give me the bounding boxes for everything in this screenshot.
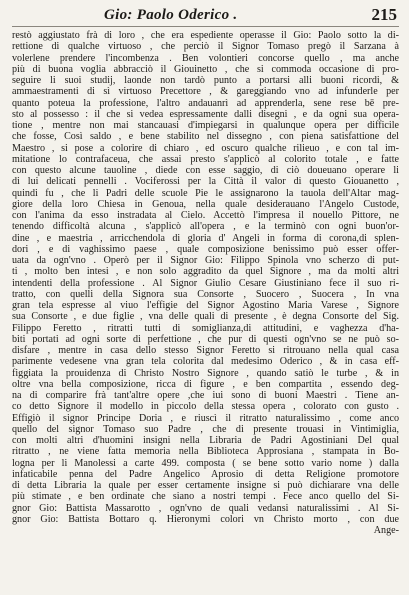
body-text: [12, 30, 399, 536]
text-line: mitatione lo contrafaceua, che assai presto s'applicò al colorito totale , e fatte: [12, 153, 399, 165]
text-line: quanto poteua la professione, l'altro andauanrì ad apprenderla, sene rese bē pre-: [12, 97, 399, 109]
text-line: ti , molto ben intesi , e non solo aggradito da quel Signore , ma da molti altri: [12, 266, 399, 278]
text-line: sto al possesso : il che si vedea espressamente dalli disegni , e da ogni sua opera-: [12, 108, 399, 120]
text-line: rettione di qualche virtuoso , che perciò il Signor Tomaso pregò il Sarzana à: [12, 41, 399, 53]
text-line: co detto Signore il modello in piccolo della stessa opera , colorato con gusto .: [12, 401, 399, 413]
page-number: 215: [371, 5, 397, 24]
text-line: disfare , mentre in casa dello stesso Signor Feretto si ritrouano nella qual casa: [12, 345, 399, 356]
text-line: con molti altri d'huomini insigni nella Libraria de Padri Agostiniani Del qual: [12, 435, 399, 446]
text-line: parimente vedesene vna gran tela colorita dal medesimo Oderico , & in casa eff-: [12, 356, 399, 368]
text-line: con questo alcune tauoline , diede con esse saggio, di ciò doueuano operare li: [12, 165, 399, 176]
text-line: ammaestramenti di sì virtuoso Precettore , & gareggiando vno ad infunderle per: [12, 86, 399, 98]
text-line: seguire li suoi studij, laonde non tardò punto a portarsi alli buoni ricordi, &: [12, 75, 399, 86]
text-line: intendenti della professione . Al Signor Giulio Cesare Giustiniano fece il suo ri-: [12, 277, 399, 289]
text-line: Effigiò il signor Principe Doria , e riuscì il ritratto naturalissimo , come anco: [12, 412, 399, 424]
text-line: na di comparire frà tant'altre opere ,che iui sono di buoni Maestri . Tiene an-: [12, 390, 399, 401]
text-line: volerlene prendere l'incombenza . Ben volontieri concorse quello , ma anche: [12, 52, 399, 64]
text-line: tenendo difficoltà alcuna , s'applicò all'opera , e la terminò con ogni buon'or-: [12, 221, 399, 233]
text-line: sua Consorte , e due figlie , vna delle quali di presente , è degna Consorte del Sig.: [12, 311, 399, 323]
text-line: più di buona voglia abbracciò il Giouinetto , che si commoda occasione di pro-: [12, 63, 399, 75]
text-line: gnor Gio: Battista Bottaro q. Hieronymi colori vn Christo morto , con due: [12, 513, 399, 525]
text-line: che fosse, Così saldo , e bene stabilito nel dissegno , con piena satisfattione del: [12, 131, 399, 143]
text-line: gnor Gio: Battista Massarotto , ogn'vno de quali vedansi naturalissimi . Al Si-: [12, 502, 399, 514]
text-line: più stimate , e ben ordinate che siano a nostri tempi . Fece anco quello del Si-: [12, 491, 399, 503]
text-line: dine , e maestria , arricchendola di gloria d' Angeli in forma di corona,di splen-: [12, 232, 399, 244]
text-line: figgiata la prouidenza di Christo Nostro Signore , quando satiò le turbe , & in: [12, 367, 399, 379]
text-line: restò aggiustato frà di loro , che era espediente operasse il Gio: Paolo sotto la di-: [12, 30, 399, 41]
text-line: logna per li Manolessi a carte 499. composta ( se bene sotto vario nome ) dalla: [12, 457, 399, 469]
page-header: [12, 6, 399, 27]
text-line: tratto, con quelli della Signora sua Consorte , Suocero , Suocera , In vna: [12, 288, 399, 300]
text-line: biti portati ad ogni sorte di perfettione , che pur di questi ogn'vno se ne può so-: [12, 333, 399, 345]
text-line: di lui delicati pennelli . Vociferossi per la Città il valor di questo Giouanetto ,: [12, 176, 399, 188]
text-line: ritratto , ne viene fatta memoria nella Biblioteca Approsiana , stampata in Bo-: [12, 446, 399, 458]
text-line: infaticabile penna del Padre Angelico Aprosio di detta Religione promotore: [12, 468, 399, 480]
text-line: di detta Libraria la quale per esser certamente insigne si può dichiarare vna delle: [12, 480, 399, 491]
text-line: oltre vna bella composizione, ricca di figure , e ben compartita , essendo deg-: [12, 378, 399, 390]
text-line: tione , mentre non mai stancauasi d'impiegarsi in qualunque opera per difficile: [12, 120, 399, 131]
text-line: Maestro , si pose a colorire di chiaro , ed oscuro qualche rilieuo , e con tal im-: [12, 142, 399, 154]
catchword: Ange-: [373, 525, 399, 536]
text-line: con l'anima da esso instradata al Cielo. Accettò l'impresa il nouello Pittore, ne: [12, 210, 399, 221]
text-line: dori , e di vaghissimo paese , quale composizione benissimo può esser offer-: [12, 243, 399, 255]
text-line: giore della loro Chiesa in Genoua, nella quale desiderauano l'Angelo Custode,: [12, 198, 399, 210]
text-line: uata da ogn'vno . Operò per il Signor Gio: Filippo Spinola vno scherzo di put-: [12, 255, 399, 266]
text-line: quello del signor Tomaso suo Padre , che di presente trouasi in Vintimiglia,: [12, 423, 399, 435]
text-line: quindi fu , che li Padri delle scuole Pie le assignarono la tauola dell'Altar mag-: [12, 187, 399, 199]
text-line: Filippo Feretto , ritratti tutti di somiglianza,di attitudini, e vaghezza d'ha-: [12, 322, 399, 334]
text-line: gran tela espresse al viuo l'effigie del Signor Agostino Maria Varese , Signore: [12, 300, 399, 311]
running-head: Gio: Paolo Oderico .: [104, 7, 238, 23]
